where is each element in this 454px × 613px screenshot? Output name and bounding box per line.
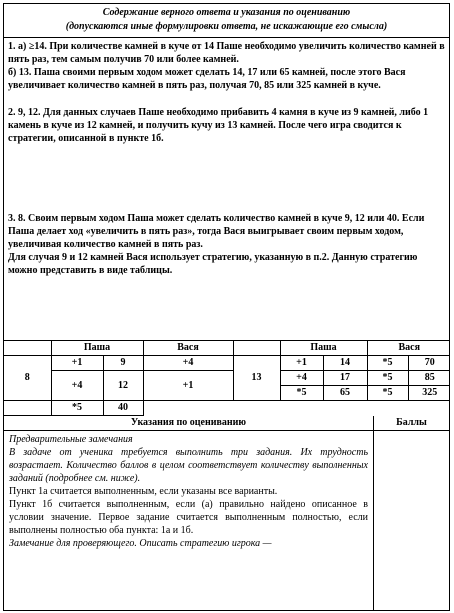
table-cell: *5 <box>280 386 323 401</box>
table-cell: *5 <box>51 401 103 416</box>
table-cell: 40 <box>103 401 143 416</box>
header-vasya-2: Вася <box>367 341 450 356</box>
answer-3-note: Для случая 9 и 12 камней Вася использует стратегию, указанную в п.2. Данную стратегию можно представить в виде таблицы. <box>8 252 418 276</box>
header-pasha-1: Паша <box>51 341 143 356</box>
header-vasya-1: Вася <box>143 341 233 356</box>
table-row <box>4 356 450 371</box>
table-cell: 14 <box>323 356 367 371</box>
header-subtitle: (допускаются иные формулировки ответа, не искажающие его смысла) <box>65 21 388 32</box>
header-title: Содержание верного ответа и указания по оцениванию <box>102 7 351 18</box>
mid-cell: 13 <box>233 356 280 401</box>
preliminary-text: В задаче от ученика требуется выполнить три задания. Их трудность возрастает. Количество баллов в целом соответствует количеству выполненных заданий (подробнее см. ниже). <box>9 447 368 484</box>
table-cell: +4 <box>143 356 233 371</box>
table-header <box>4 4 449 38</box>
reviewer-note-label: Замечание для проверяющего. <box>9 538 137 549</box>
table-cell: +4 <box>280 371 323 386</box>
criteria-section <box>4 416 449 611</box>
table-cell: +1 <box>143 371 233 401</box>
strategy-table <box>4 341 450 416</box>
table-row <box>4 371 450 386</box>
start-cell: 8 <box>4 356 51 401</box>
table-row <box>4 401 450 416</box>
table-cell: 325 <box>408 386 450 401</box>
answer-1a: 1. а) ≥14. При количестве камней в куче от 14 Паше необходимо увеличить количество камней в пять раз, тем самым получив 70 или более камней. <box>8 41 445 65</box>
table-cell: *5 <box>367 386 408 401</box>
table-cell: 70 <box>408 356 450 371</box>
answer-3: 3. 8. Своим первым ходом Паша может сделать количество камней в куче 9, 12 или 40. Если Паша делает ход «увеличить в пять раз», тогда Вася выигрывает своим первым ходом, увеличивая количество камней в пять раз. <box>8 213 425 250</box>
table-cell: *5 <box>367 371 408 386</box>
criterion-1a: Пункт 1а считается выполненным, если указаны все варианты. <box>9 486 278 497</box>
preliminary-title: Предварительные замечания <box>9 434 133 445</box>
reviewer-note-text: Описать стратегию игрока — <box>136 538 272 549</box>
answer-key-table <box>3 3 450 611</box>
criterion-1b: Пункт 1б считается выполненным, если (а) правильно найдено описанное в условии значение. Первое задание считается выполненным полностью, если выполнены полностью оба пункта: 1а и 1б. <box>9 499 368 536</box>
table-cell: 85 <box>408 371 450 386</box>
points-column <box>374 416 449 611</box>
table-cell: 65 <box>323 386 367 401</box>
table-cell: *5 <box>367 356 408 371</box>
answer-2: 2. 9, 12. Для данных случаев Паше необходимо прибавить 4 камня в куче из 9 камней, либо 1 камень в куче из 12 камней, и получить кучу из 13 камней. После чего игра сводится к стратегии, описанной в пункте 1б. <box>8 107 429 144</box>
table-cell: 12 <box>103 371 143 401</box>
reviewer-note <box>9 537 368 550</box>
criteria-text <box>4 431 373 552</box>
criteria-header: Указания по оцениванию <box>4 416 373 431</box>
table-cell: 9 <box>103 356 143 371</box>
table-row <box>4 341 450 356</box>
answer-content <box>4 38 449 341</box>
table-cell: +1 <box>51 356 103 371</box>
table-cell: +1 <box>280 356 323 371</box>
table-cell: 17 <box>323 371 367 386</box>
answer-1b: б) 13. Паша своими первым ходом может сделать 14, 17 или 65 камней, после этого Вася увеличивает количество камней в пять раз, получая 70, 85 или 325 камней в куче. <box>8 67 406 91</box>
table-cell: +4 <box>51 371 103 401</box>
criteria-column <box>4 416 374 611</box>
points-header: Баллы <box>374 416 449 431</box>
header-pasha-2: Паша <box>280 341 367 356</box>
